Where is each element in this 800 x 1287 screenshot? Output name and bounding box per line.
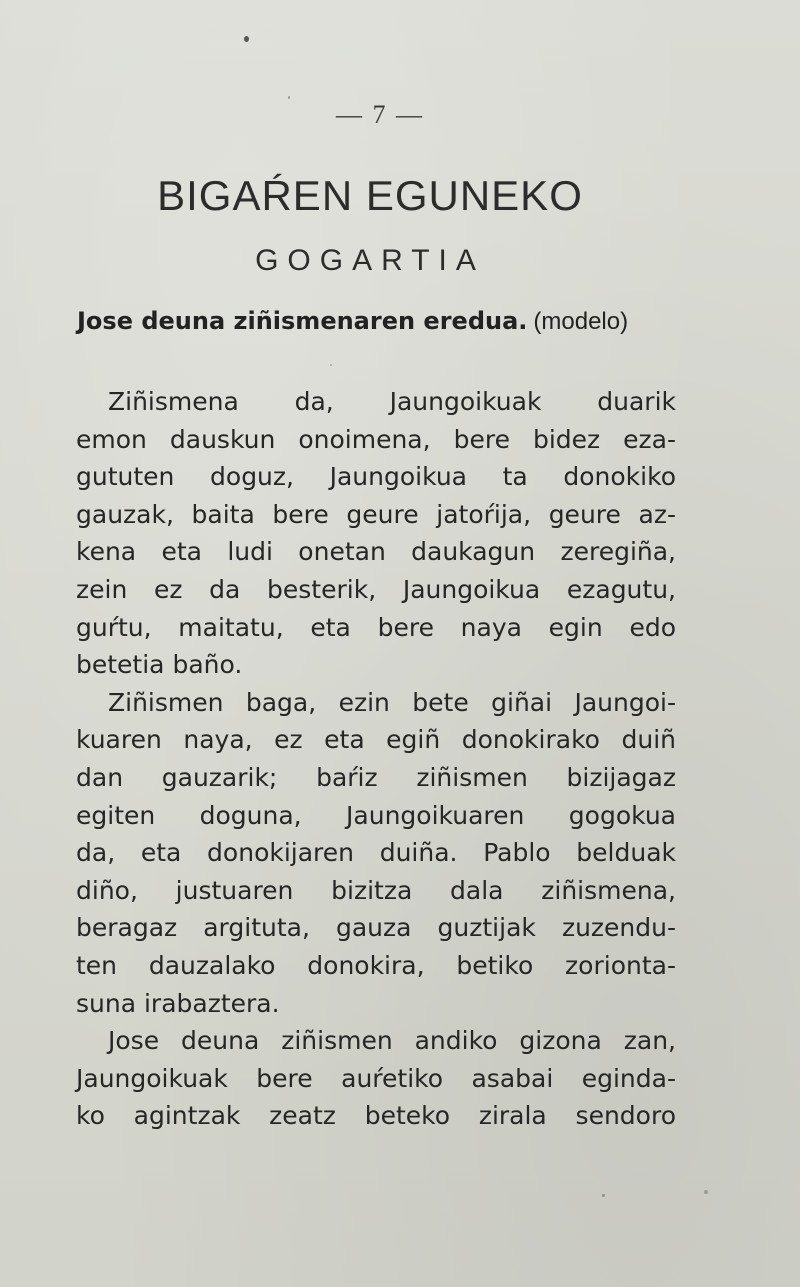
text-line: gauzak, baita bere geure jatoŕija, geure az- xyxy=(76,499,676,529)
page-number: — 7 — xyxy=(336,100,424,129)
text-line: Ziñismena da, Jaungoikuak duarik xyxy=(108,387,676,416)
text-line: da, eta donokijaren duiña. Pablo belduak xyxy=(76,838,676,868)
section-heading-note: (modelo) xyxy=(533,308,629,335)
text-line: diño, justuaren bizitza dala ziñismena, xyxy=(76,875,676,905)
ink-speck xyxy=(704,1190,708,1194)
text-line: betetia baño. xyxy=(76,650,243,680)
ink-speck xyxy=(602,1194,605,1197)
text-line: kuaren naya, ez eta egiñ donokirako duiñ xyxy=(76,725,676,755)
text-line: Ziñismen baga, ezin bete giñai Jaungoi- xyxy=(108,687,676,717)
page-subtitle: GOGARTIA xyxy=(255,244,485,277)
text-line: gututen doguz, Jaungoikua ta donokiko xyxy=(76,462,676,492)
text-line: Jose deuna ziñismen andiko gizona zan, xyxy=(108,1026,676,1056)
text-line: ko agintzak zeatz beteko zirala sendoro xyxy=(76,1101,676,1131)
ink-speck xyxy=(330,364,332,366)
section-heading xyxy=(77,306,677,336)
text-line: guŕtu, maitatu, eta bere naya egin edo xyxy=(76,612,676,642)
text-line: kena eta ludi onetan daukagun zeregiña, xyxy=(76,537,676,567)
text-line: egiten doguna, Jaungoikuaren gogokua xyxy=(76,800,676,830)
text-line: Jaungoikuak bere auŕetiko asabai eginda- xyxy=(76,1063,676,1093)
section-heading-bold: Jose deuna ziñismenaren eredua. xyxy=(77,307,528,335)
text-line: zein ez da besterik, Jaungoikua ezagutu, xyxy=(76,574,676,604)
text-line: emon dauskun onoimena, bere bidez eza- xyxy=(76,424,676,454)
text-line: beragaz argituta, gauza guztijak zuzendu- xyxy=(76,913,676,943)
text-line: ten dauzalako donokira, betiko zorionta- xyxy=(76,950,676,980)
ink-speck xyxy=(288,96,290,99)
text-line: suna irabaztera. xyxy=(76,988,280,1018)
text-line: dan gauzarik; baŕiz ziñismen bizijagaz xyxy=(76,762,676,792)
ink-speck xyxy=(244,36,249,42)
page-title: BIGAŔEN EGUNEKO xyxy=(157,172,583,219)
body-text xyxy=(76,383,676,1135)
